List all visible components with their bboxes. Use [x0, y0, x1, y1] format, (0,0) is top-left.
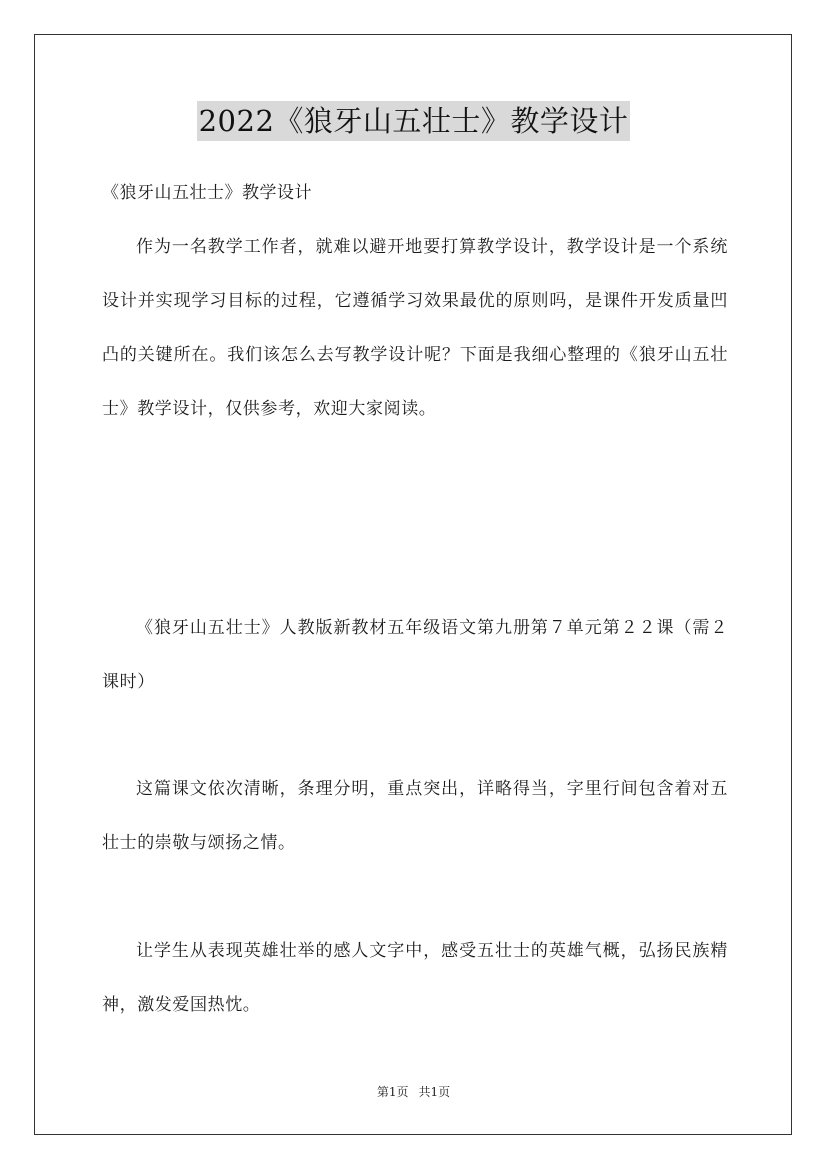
page-number: 第1页: [376, 1085, 409, 1099]
paragraph-course-info: 《狼牙山五壮士》人教版新教材五年级语文第九册第７单元第２２课（需２课时）: [102, 618, 728, 692]
page-total: 共1页: [418, 1085, 451, 1099]
page-footer: [0, 1083, 827, 1101]
paragraph-text-analysis: 这篇课文依次清晰，条理分明，重点突出，详略得当，字里行间包含着对五壮士的崇敬与颂扬之情。: [102, 779, 728, 853]
document-title: 2022《狼牙山五壮士》教学设计: [197, 101, 631, 141]
paragraph-intro: 作为一名教学工作者，就难以避开地要打算教学设计，教学设计是一个系统设计并实现学习目标的过程，它遵循学习效果最优的原则吗，是课件开发质量凹凸的关键所在。我们该怎么去写教学设计呢？下面是我细心整理的《狼牙山五壮士》教学设计，仅供参考，欢迎大家阅读。: [102, 237, 728, 419]
document-subtitle: 《狼牙山五壮士》教学设计: [102, 183, 312, 203]
paragraph-teaching-goal: 让学生从表现英雄壮举的感人文字中，感受五壮士的英雄气概，弘扬民族精神，激发爱国热忱。: [102, 941, 728, 1015]
title-container: [0, 101, 827, 141]
